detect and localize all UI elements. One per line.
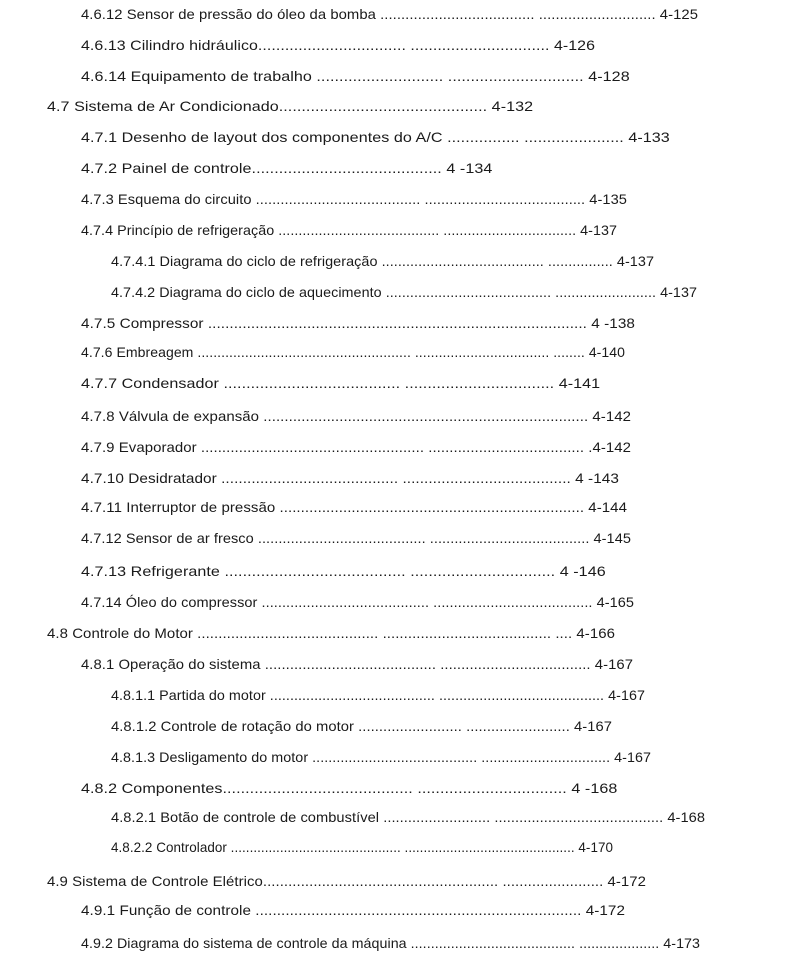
toc-entry: 4.6.12 Sensor de pressão do óleo da bomba ..................................... ............................ 4-125 [81,6,699,22]
toc-entry: 4.7.6 Embreagem ...................................................... .................................. ........ 4-140 [81,344,626,360]
toc-entry: 4.7.7 Condensador ....................................... ................................. 4-141 [81,375,601,391]
toc-entry: 4.7.1 Desenho de layout dos componentes do A/C ................ ...................... 4-133 [81,129,670,145]
toc-entry: 4.7.8 Válvula de expansão ............................................................................. 4-142 [81,408,632,424]
toc-entry: 4.7.3 Esquema do circuito ........................................ ....................................... 4-135 [81,191,627,207]
toc-entry: 4.6.14 Equipamento de trabalho ............................ .............................. 4-128 [81,68,630,84]
toc-entry: 4.7.4.1 Diagrama do ciclo de refrigeração ........................................ ................ 4-137 [111,253,655,269]
toc-entry: 4.6.13 Cilindro hidráulico................................. ............................... 4-126 [81,37,595,53]
toc-entry: 4.7.14 Óleo do compressor ......................................... ....................................... 4-165 [81,594,635,610]
toc-entry: 4.8.1.2 Controle de rotação do motor ......................... ......................... 4-167 [111,718,613,734]
toc-entry: 4.9 Sistema de Controle Elétrico........................................................ ........................ 4-172 [47,873,646,889]
toc-entry: 4.8.2.2 Controlador ............................................. ............................................. 4-170 [111,839,614,855]
toc-entry: 4.8.1 Operação do sistema ......................................... .................................... 4-167 [81,656,634,672]
toc-entry: 4.8.1.3 Desligamento do motor ......................................... ................................ 4-167 [111,749,651,765]
toc-entry: 4.7.11 Interruptor de pressão ........................................................................ 4-144 [81,499,627,515]
toc-entry: 4.8 Controle do Motor ........................................... ........................................ .... 4-166 [47,625,615,641]
toc-entry: 4.9.2 Diagrama do sistema de controle da máquina ......................................... .................... 4-173 [81,935,700,951]
toc-entry: 4.9.1 Função de controle ............................................................................ 4-172 [81,902,625,918]
toc-entry: 4.7.9 Evaporador ..................................................... ..................................... .4-142 [81,439,631,455]
toc-entry: 4.7.13 Refrigerante ........................................ ................................ 4 -146 [81,563,606,579]
toc-entry: 4.7.4 Princípio de refrigeração ........................................ ................................. 4-137 [81,222,618,238]
toc-entry: 4.7.12 Sensor de ar fresco ......................................... ....................................... 4-145 [81,530,631,546]
toc-entry: 4.7 Sistema de Ar Condicionado.............................................. 4-132 [47,98,534,114]
toc-entry: 4.7.4.2 Diagrama do ciclo de aquecimento ......................................... ......................... 4-137 [111,284,698,300]
toc-entry: 4.7.2 Painel de controle.......................................... 4 -134 [81,160,493,176]
toc-entry: 4.7.10 Desidratador ......................................... ....................................... 4 -143 [81,470,619,486]
toc-entry: 4.8.1.1 Partida do motor ......................................... ......................................... 4-167 [111,687,645,703]
toc-entry: 4.8.2.1 Botão de controle de combustível .......................... ......................................... 4-168 [111,809,706,825]
toc-entry: 4.8.2 Componentes.......................................... ................................. 4 -168 [81,780,618,796]
toc-entry: 4.7.5 Compressor ........................................................................................ 4 -138 [81,315,636,331]
